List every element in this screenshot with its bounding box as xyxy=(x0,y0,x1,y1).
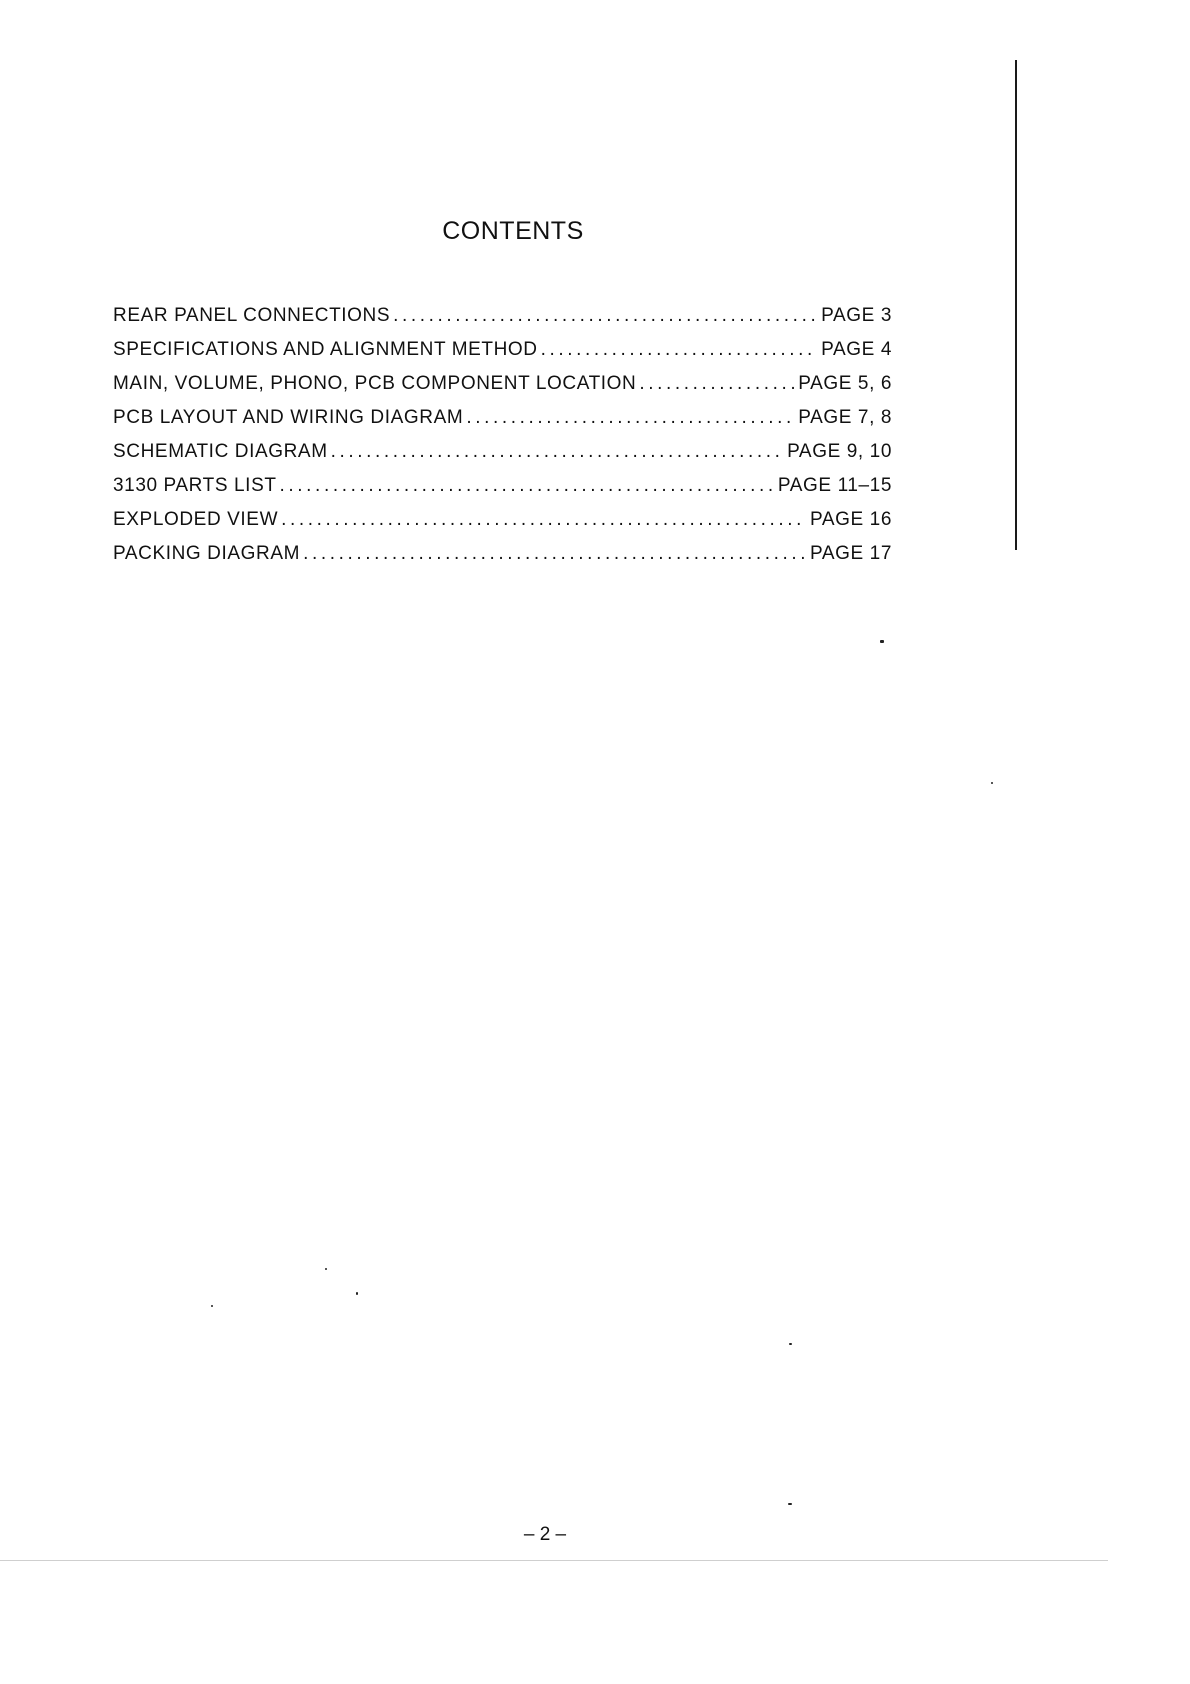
toc-entry-page: PAGE 9, 10 xyxy=(787,441,892,462)
toc-entry-label: SPECIFICATIONS AND ALIGNMENT METHOD xyxy=(113,339,538,360)
toc-entry-label: SCHEMATIC DIAGRAM xyxy=(113,441,328,462)
toc-entry-page: PAGE 7, 8 xyxy=(798,407,892,428)
toc-entry-packing-diagram xyxy=(113,543,892,577)
dot-leader xyxy=(639,373,794,395)
toc-entry-specifications xyxy=(113,339,892,373)
toc-entry-page: PAGE 11–15 xyxy=(777,475,892,496)
page-number: – 2 – xyxy=(523,1524,567,1545)
scan-speck xyxy=(356,1292,358,1295)
toc-entry-page: PAGE 16 xyxy=(810,509,892,530)
toc-entry-parts-list xyxy=(113,475,892,509)
toc-entry-label: REAR PANEL CONNECTIONS xyxy=(113,305,391,326)
toc-entry-page: PAGE 3 xyxy=(821,305,892,326)
table-of-contents xyxy=(113,305,892,577)
toc-entry-page: PAGE 17 xyxy=(810,543,892,564)
scan-speck xyxy=(788,1503,792,1505)
dot-leader xyxy=(280,475,774,497)
toc-entry-component-location xyxy=(113,373,892,407)
toc-entry-rear-panel-connections xyxy=(113,305,892,339)
toc-entry-pcb-layout xyxy=(113,407,892,441)
dot-leader xyxy=(466,407,794,429)
toc-entry-exploded-view xyxy=(113,509,892,543)
dot-leader xyxy=(541,339,818,361)
scan-margin-line xyxy=(1015,60,1017,550)
toc-entry-label: PACKING DIAGRAM xyxy=(113,543,301,564)
scan-speck xyxy=(991,782,993,784)
scan-speck xyxy=(211,1305,213,1307)
toc-entry-page: PAGE 4 xyxy=(821,339,892,360)
dot-leader xyxy=(303,543,806,565)
toc-entry-label: MAIN, VOLUME, PHONO, PCB COMPONENT LOCATION xyxy=(113,373,637,394)
toc-entry-page: PAGE 5, 6 xyxy=(798,373,892,394)
scan-speck xyxy=(880,640,884,643)
toc-entry-label: EXPLODED VIEW xyxy=(113,509,279,530)
scan-bottom-edge xyxy=(0,1560,1108,1561)
scan-speck xyxy=(325,1268,327,1270)
toc-entry-label: PCB LAYOUT AND WIRING DIAGRAM xyxy=(113,407,464,428)
dot-leader xyxy=(281,509,806,531)
toc-entry-schematic-diagram xyxy=(113,441,892,475)
dot-leader xyxy=(331,441,783,463)
page-title: CONTENTS xyxy=(442,216,584,245)
dot-leader xyxy=(393,305,817,327)
scan-speck xyxy=(789,1343,792,1345)
toc-entry-label: 3130 PARTS LIST xyxy=(113,475,277,496)
